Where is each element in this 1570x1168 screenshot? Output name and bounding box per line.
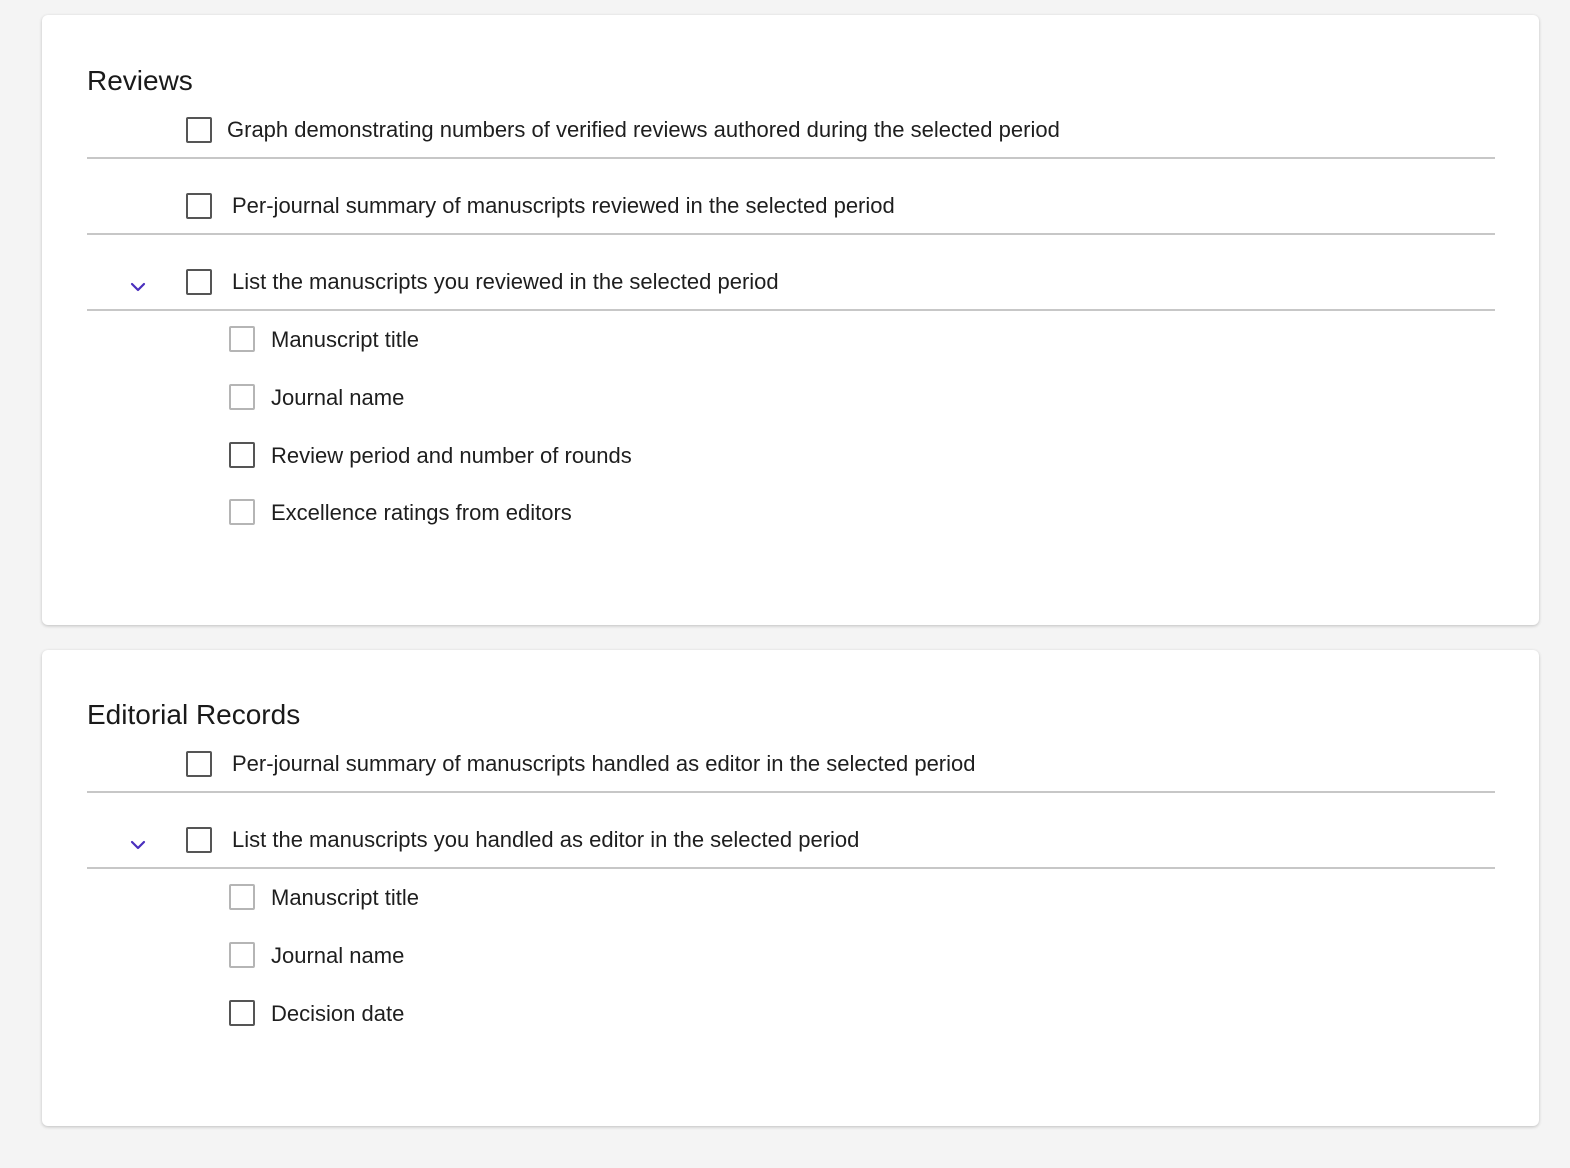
checkbox[interactable] bbox=[229, 942, 255, 968]
option-editorial-journal-summary bbox=[87, 749, 1495, 793]
option-label: Per-journal summary of manuscripts handled as editor in the selected period bbox=[232, 751, 976, 776]
checkbox[interactable] bbox=[186, 117, 212, 143]
option-reviews-journal-summary bbox=[87, 191, 1495, 235]
option-label: List the manuscripts you handled as editor in the selected period bbox=[232, 827, 860, 852]
checkbox[interactable] bbox=[186, 827, 212, 853]
sub-option-label: Journal name bbox=[271, 943, 405, 968]
checkbox[interactable] bbox=[229, 499, 255, 525]
option-reviews-graph bbox=[87, 115, 1495, 159]
checkbox[interactable] bbox=[186, 193, 212, 219]
reviews-title: Reviews bbox=[87, 65, 193, 96]
option-reviews-list bbox=[87, 267, 1495, 311]
checkbox[interactable] bbox=[229, 1000, 255, 1026]
sub-option-label: Manuscript title bbox=[271, 885, 419, 910]
checkbox[interactable] bbox=[229, 442, 255, 468]
sub-option-label: Decision date bbox=[271, 1001, 405, 1026]
sub-option-label: Journal name bbox=[271, 385, 405, 410]
sub-option-label: Review period and number of rounds bbox=[271, 443, 632, 468]
sub-option-label: Excellence ratings from editors bbox=[271, 500, 572, 525]
editorial-records-card bbox=[42, 650, 1539, 1126]
option-label: List the manuscripts you reviewed in the selected period bbox=[232, 269, 779, 294]
sub-option-label: Manuscript title bbox=[271, 327, 419, 352]
checkbox[interactable] bbox=[186, 751, 212, 777]
chevron-down-icon[interactable] bbox=[127, 834, 149, 856]
option-editorial-list bbox=[87, 825, 1495, 869]
checkbox[interactable] bbox=[186, 269, 212, 295]
checkbox[interactable] bbox=[229, 384, 255, 410]
option-label: Per-journal summary of manuscripts reviewed in the selected period bbox=[232, 193, 895, 218]
editorial-records-title: Editorial Records bbox=[87, 699, 301, 730]
checkbox[interactable] bbox=[229, 884, 255, 910]
option-label: Graph demonstrating numbers of verified reviews authored during the selected period bbox=[227, 117, 1060, 142]
checkbox[interactable] bbox=[229, 326, 255, 352]
reviews-card bbox=[42, 15, 1539, 625]
chevron-down-icon[interactable] bbox=[127, 276, 149, 298]
